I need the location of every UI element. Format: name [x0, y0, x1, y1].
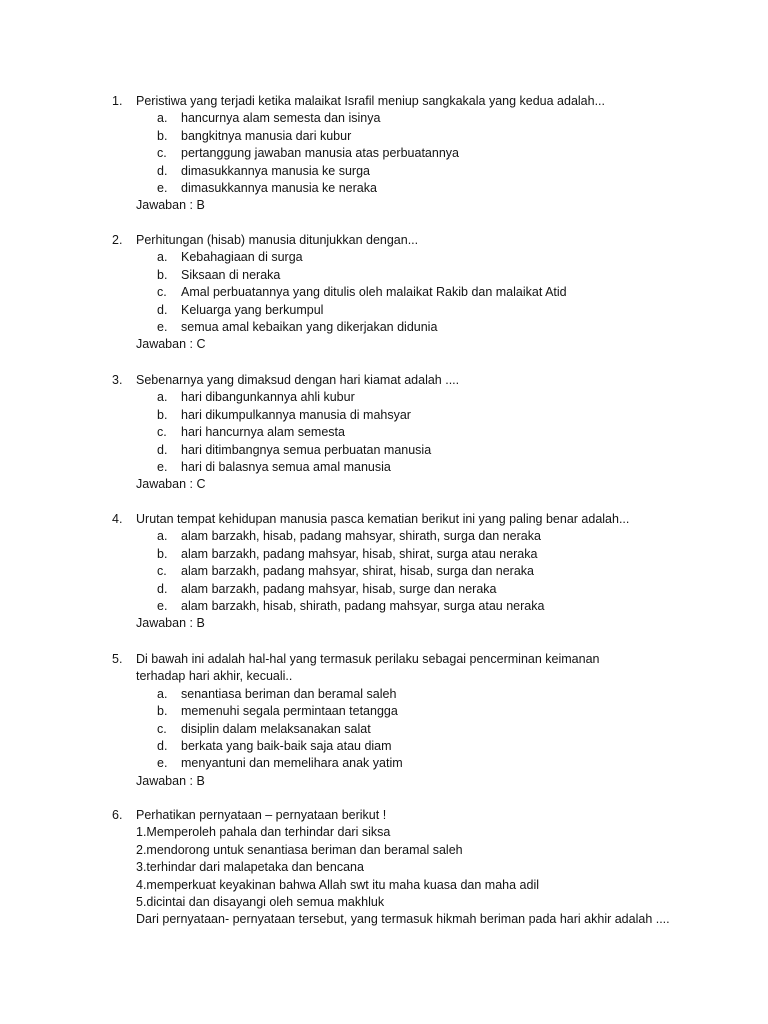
option-letter: e. [157, 460, 168, 474]
option-letter: e. [157, 599, 168, 613]
option-text: Amal perbuatannya yang ditulis oleh malaikat Rakib dan malaikat Atid [181, 285, 567, 300]
question-number: 4. [112, 512, 123, 526]
option-letter: d. [157, 442, 168, 457]
option-text: alam barzakh, padang mahsyar, hisab, shirat, surga atau neraka [181, 546, 538, 561]
option-text: hari ditimbangnya semua perbuatan manusia [181, 442, 432, 457]
option-text: bangkitnya manusia dari kubur [181, 128, 352, 143]
option-text: semua amal kebaikan yang dikerjakan didunia [181, 320, 438, 334]
question-number: 2. [112, 233, 123, 247]
option-letter: a. [157, 529, 168, 544]
question-text: Peristiwa yang terjadi ketika malaikat Israfil meniup sangkakala yang kedua adalah... [136, 94, 606, 108]
option-text: hari hancurnya alam semesta [181, 425, 345, 440]
answer-key: Jawaban : B [136, 616, 205, 631]
option-text: Kebahagiaan di surga [181, 250, 303, 265]
option-letter: c. [157, 564, 167, 579]
option-text: disiplin dalam melaksanakan salat [181, 721, 371, 736]
option-text: menyantuni dan memelihara anak yatim [181, 756, 403, 771]
option-letter: a. [157, 111, 168, 126]
question-text-continued: terhadap hari akhir, kecuali.. [136, 669, 293, 684]
answer-key: Jawaban : C [136, 337, 206, 352]
option-letter: a. [157, 250, 168, 265]
option-letter: a. [157, 686, 168, 701]
question-number: 3. [112, 373, 123, 387]
option-text: senantiasa beriman dan beramal saleh [181, 686, 397, 701]
option-text: alam barzakh, padang mahsyar, hisab, surge dan neraka [181, 581, 497, 596]
option-letter: b. [157, 267, 168, 282]
option-text: berkata yang baik-baik saja atau diam [181, 739, 392, 753]
option-text: hancurnya alam semesta dan isinya [181, 111, 381, 126]
answer-key: Jawaban : C [136, 477, 206, 492]
question-text: Perhatikan pernyataan – pernyataan berikut ! [136, 808, 387, 822]
option-letter: d. [157, 163, 168, 178]
option-letter: d. [157, 581, 168, 596]
question-number: 6. [112, 808, 123, 822]
option-letter: e. [157, 320, 168, 334]
option-letter: e. [157, 756, 168, 771]
option-text: alam barzakh, hisab, shirath, padang mahsyar, surga atau neraka [181, 599, 545, 613]
option-text: hari dikumpulkannya manusia di mahsyar [181, 407, 411, 422]
option-letter: e. [157, 181, 168, 195]
option-letter: b. [157, 407, 168, 422]
option-text: dimasukkannya manusia ke surga [181, 163, 370, 178]
statement-item: 4.memperkuat keyakinan bahwa Allah swt itu maha kuasa dan maha adil [136, 877, 540, 892]
option-letter: b. [157, 546, 168, 561]
statement-item: 3.terhindar dari malapetaka dan bencana [136, 860, 364, 875]
question-text: Perhitungan (hisab) manusia ditunjukkan dengan... [136, 233, 419, 247]
statement-item: 1.Memperoleh pahala dan terhindar dari siksa [136, 825, 391, 840]
option-letter: c. [157, 146, 167, 161]
option-text: alam barzakh, padang mahsyar, shirat, hisab, surga dan neraka [181, 564, 534, 579]
question-text: Di bawah ini adalah hal-hal yang termasuk perilaku sebagai pencerminan keimanan [136, 652, 600, 666]
option-letter: b. [157, 128, 168, 143]
question-text: Urutan tempat kehidupan manusia pasca kematian berikut ini yang paling benar adalah... [136, 512, 630, 526]
option-letter: c. [157, 285, 167, 300]
question-closing-text: Dari pernyataan- pernyataan tersebut, yang termasuk hikmah beriman pada hari akhir adalah .... [136, 912, 670, 927]
answer-key: Jawaban : B [136, 773, 205, 788]
option-letter: a. [157, 390, 168, 405]
option-letter: d. [157, 302, 168, 317]
question-number: 5. [112, 652, 123, 666]
option-text: hari di balasnya semua amal manusia [181, 460, 391, 474]
option-text: memenuhi segala permintaan tetangga [181, 704, 398, 719]
option-letter: c. [157, 425, 167, 440]
option-text: Siksaan di neraka [181, 267, 281, 282]
option-letter: d. [157, 739, 168, 753]
option-text: Keluarga yang berkumpul [181, 302, 324, 317]
option-text: hari dibangunkannya ahli kubur [181, 390, 355, 405]
statement-item: 5.dicintai dan disayangi oleh semua makhluk [136, 895, 385, 909]
option-letter: c. [157, 721, 167, 736]
question-text: Sebenarnya yang dimaksud dengan hari kiamat adalah .... [136, 373, 460, 387]
question-number: 1. [112, 94, 123, 108]
option-text: alam barzakh, hisab, padang mahsyar, shirath, surga dan neraka [181, 529, 541, 544]
option-letter: b. [157, 704, 168, 719]
option-text: pertanggung jawaban manusia atas perbuatannya [181, 146, 459, 161]
option-text: dimasukkannya manusia ke neraka [181, 181, 377, 195]
answer-key: Jawaban : B [136, 198, 205, 213]
statement-item: 2.mendorong untuk senantiasa beriman dan beramal saleh [136, 842, 463, 857]
